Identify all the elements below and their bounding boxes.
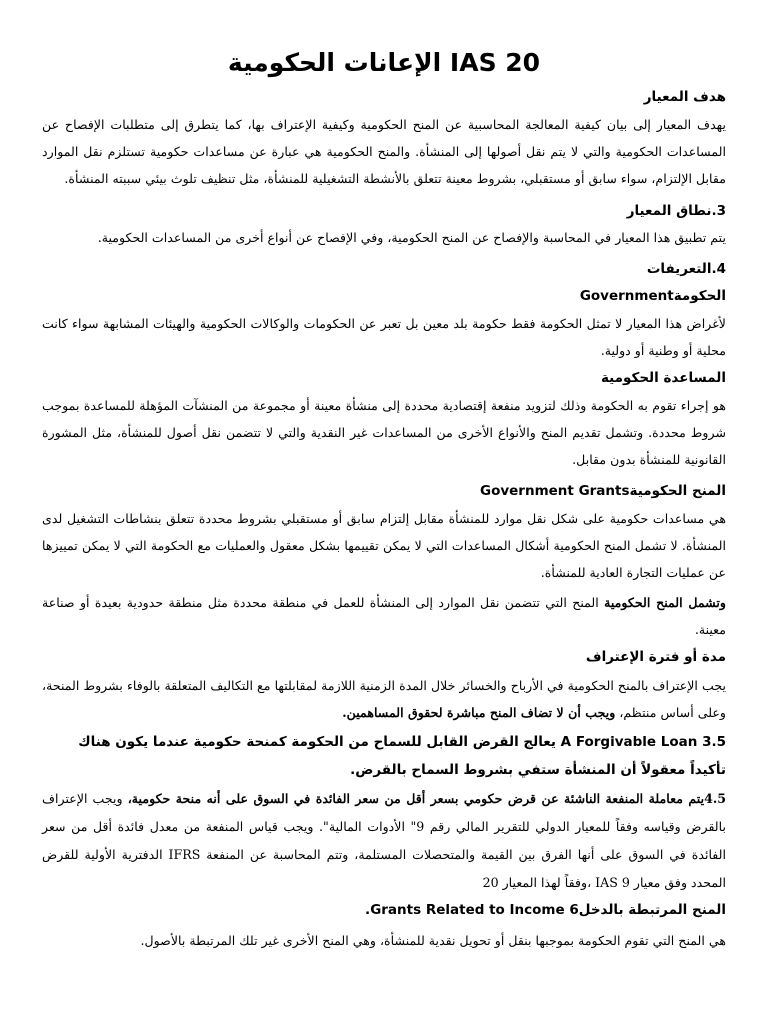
government-body: لأغراض هذا المعيار لا تمثل الحكومة فقط حكومة بلد معين بل تعبر عن الحكومات والوكالات الحكومية والهيئات المشابهة سواء كانت محلية أو وطنية أو دولية.	[42, 316, 726, 358]
low-interest-paragraph	[42, 785, 726, 897]
grants-body: هي مساعدات حكومية على شكل نقل موارد للمنشأة مقابل إلتزام سابق أو مستقبلي بشروط محددة تتعلق بنشاطات التشغيل لدى المنشأة. لا تشمل المنح الحكومية أشكال المساعدات التي لا يمكن تقييمها بشكل معقول والعمليات مع الحكومة التي لا يمكن تمييزها عن عمليات التجارة العادية للمنشأة.	[42, 511, 726, 580]
scope-body: يتم تطبيق هذا المعيار في المحاسبة والإفصاح عن المنح الحكومية، وفي الإفصاح عن أنواع أخرى من المساعدات الحكومية.	[97, 230, 726, 245]
recognition-body-bold: ويجب أن لا تضاف المنح مباشرة لحقوق المساهمين.	[342, 705, 616, 720]
assistance-heading: المساعدة الحكومية	[600, 370, 726, 386]
low-interest-body: ويجب الإعتراف بالقرض وقياسه وفقاً للمعيار الدولي للتقرير المالي رقم 9" الأدوات المالية". ويجب قياس المنفعة من معدل فائدة أقل من سعر الفائدة في السوق على أنها الفرق بين القيمة والمتحصلات المستلمة، وتتم المحاسبة عن المنفعة IFRS الدفترية الأولية للقرض المحدد وفق معيار IAS 9 ،وفقاً لهذا المعيار 20	[42, 791, 726, 890]
grants-include-label: وتشمل المنح الحكومية	[604, 595, 726, 610]
grants-include-body: المنح التي تتضمن نقل الموارد إلى المنشأة للعمل في منطقة محددة مثل منطقة حدودية بعيدة أو صناعة معينة.	[42, 595, 726, 637]
recognition-heading: مدة أو فترة الإعتراف	[585, 649, 726, 665]
scope-heading: 3.نطاق المعيار	[626, 203, 726, 219]
page-title: IAS 20 الإعانات الحكومية	[227, 48, 541, 77]
government-heading: الحكومةGovernment	[579, 288, 726, 304]
income-grants-heading: المنح المرتبطة بالدخلGrants Related to Income 6.	[365, 902, 726, 918]
grants-heading: المنح الحكوميةGovernment Grants	[480, 483, 726, 499]
low-interest-lead: 4.5يتم معاملة المنفعة الناشئة عن قرض حكومي بسعر أقل من سعر الفائدة في السوق على أنه منحة حكومية،	[127, 791, 726, 806]
assistance-body: هو إجراء تقوم به الحكومة وذلك لتزويد منفعة إقتصادية محددة إلى منشأة معينة أو مجموعة من المنشآت المؤهلة للمساعدة بموجب شروط محددة. وتشمل تقديم المنح والأنواع الأخرى من المساعدات غير النقدية والتي لا تتضمن نقل أصول للمنشأة، مثل المشورة القانونية للمنشأة بدون مقابل.	[42, 398, 726, 467]
income-grants-body: هي المنح التي تقوم الحكومة بموجبها بنقل أو تحويل نقدية للمنشأة، وهي المنح الأخرى غير تلك المرتبطة بالأصول.	[140, 933, 726, 948]
recognition-body: يجب الإعتراف بالمنح الحكومية في الأرباح والخسائر خلال المدة الزمنية اللازمة لمقابلتها مع التكاليف المتعلقة بالوفاء بشروط المنحة، وعلى أساس منتظم،	[42, 678, 726, 720]
recognition-paragraph	[42, 672, 726, 726]
objective-heading: هدف المعيار	[643, 89, 726, 105]
grants-include-paragraph	[42, 589, 726, 643]
objective-body: يهدف المعيار إلى بيان كيفية المعالجة المحاسبية عن المنح الحكومية وكيفية الإعتراف بها، كما يتطرق إلى متطلبات الإفصاح عن المساعدات الحكومية والتي لا يتم نقل أصولها إلى المنشأة. والمنح الحكومية هي عبارة عن مساعدات حكومية تستلزم نقل الموارد مقابل الإلتزام، سواء سابق أو مستقبلي، بشروط معينة تتعلق بالأنشطة التشغيلية للمنشأة، مثل تنظيف تلوث بيئي سببته المنشأة.	[42, 117, 726, 186]
definitions-heading: 4.التعريفات	[646, 261, 726, 277]
forgivable-loan-paragraph: A Forgivable Loan 3.5 يعالج القرض القابل للسماح من الحكومة كمنحة حكومية عندما يكون هناك تأكيداً معقولاً أن المنشأة ستفي بشروط السماح بالقرض.	[78, 734, 726, 778]
